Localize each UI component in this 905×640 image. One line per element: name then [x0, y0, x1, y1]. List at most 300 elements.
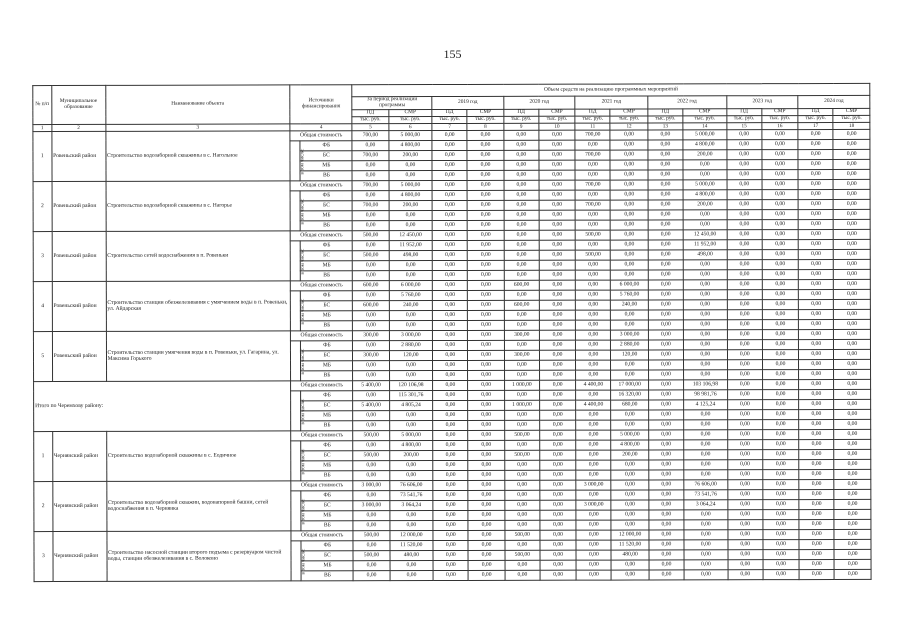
value-cell: 0,00	[576, 320, 611, 330]
object-name: Строительство водозаборной скважин, водонапорной башни, сетей водоснабжения в п. Чернянка	[106, 481, 291, 531]
value-cell: 0,00	[505, 490, 540, 500]
source-label: МБ	[301, 511, 353, 521]
value-cell: 0,00	[763, 479, 799, 489]
value-cell: 3 000,00	[353, 500, 389, 510]
value-cell: 0,00	[684, 530, 728, 540]
value-cell: 0,00	[648, 150, 683, 160]
value-cell: 0,00	[648, 260, 683, 270]
value-cell: 0,00	[648, 380, 683, 390]
value-cell: 0,00	[727, 269, 762, 279]
value-cell: 0,00	[834, 559, 871, 569]
value-cell: 0,00	[539, 260, 575, 270]
value-cell: 0,00	[610, 130, 647, 140]
value-cell: 0,00	[353, 570, 389, 580]
value-cell: 5 760,00	[389, 290, 433, 300]
value-cell: 0,00	[504, 190, 539, 200]
value-cell: 17 000,00	[611, 380, 648, 390]
value-cell: 0,00	[433, 500, 468, 510]
value-cell: 0,00	[799, 379, 834, 389]
value-cell: 0,00	[834, 479, 871, 489]
value-cell: 0,00	[389, 470, 433, 480]
value-cell: 73 541,76	[684, 490, 728, 500]
value-cell: 0,00	[834, 229, 871, 239]
value-cell: 0,00	[763, 569, 799, 579]
value-cell: 0,00	[834, 289, 871, 299]
column-number: 13	[648, 122, 683, 129]
value-cell: 0,00	[683, 160, 727, 170]
unit-header: тыс. руб.	[683, 115, 727, 122]
value-cell: 6 000,00	[389, 280, 433, 290]
value-cell: 0,00	[468, 200, 504, 210]
value-cell: 0,00	[727, 409, 762, 419]
pd-header: ПД	[798, 108, 833, 115]
value-cell: 0,00	[353, 410, 389, 420]
value-cell: 11 952,00	[683, 240, 727, 250]
value-cell: 0,00	[468, 240, 504, 250]
value-cell: 0,00	[539, 360, 575, 370]
value-cell: 0,00	[648, 160, 683, 170]
value-cell: 0,00	[834, 319, 871, 329]
value-cell: 0,00	[799, 399, 834, 409]
value-cell: 0,00	[468, 290, 504, 300]
value-cell: 5 000,00	[389, 130, 433, 140]
value-cell: 0,00	[727, 369, 762, 379]
value-cell: 0,00	[834, 429, 871, 439]
value-cell: 500,00	[505, 550, 540, 560]
value-cell: 0,00	[834, 219, 871, 229]
value-cell: 0,00	[648, 240, 683, 250]
value-cell: 0,00	[504, 220, 539, 230]
value-cell: 0,00	[353, 540, 389, 550]
value-cell: 0,00	[468, 480, 504, 490]
value-cell: 0,00	[649, 510, 684, 520]
unit-header: тыс. руб.	[432, 116, 467, 123]
unit-header: тыс. руб.	[798, 115, 833, 122]
value-cell: 0,00	[762, 369, 798, 379]
in-that-number-label	[290, 291, 306, 331]
value-cell: 0,00	[684, 370, 728, 380]
value-cell: 0,00	[468, 400, 504, 410]
value-cell: 3 000,00	[353, 480, 389, 490]
value-cell: 0,00	[648, 340, 683, 350]
value-cell: 0,00	[762, 199, 798, 209]
value-cell: 0,00	[648, 280, 683, 290]
value-cell: 4 800,00	[389, 440, 433, 450]
value-cell: 0,00	[468, 280, 504, 290]
value-cell: 0,00	[540, 560, 576, 570]
value-cell: 11 952,00	[389, 240, 433, 250]
in-that-number-text: в том числе:	[300, 248, 306, 275]
value-cell: 0,00	[834, 439, 871, 449]
value-cell: 700,00	[352, 200, 388, 210]
column-number: 3	[105, 124, 290, 132]
source-label: ФБ	[301, 391, 353, 401]
value-cell: 0,00	[798, 199, 833, 209]
value-cell: 0,00	[468, 330, 504, 340]
value-cell: 0,00	[683, 280, 727, 290]
value-cell: 0,00	[727, 419, 762, 429]
value-cell: 0,00	[432, 130, 467, 140]
smr-header: СМР	[388, 109, 432, 116]
value-cell: 0,00	[611, 210, 648, 220]
value-cell: 0,00	[432, 180, 467, 190]
value-cell: 0,00	[433, 430, 468, 440]
in-that-number-text: в том числе:	[300, 298, 306, 325]
source-label: МБ	[301, 361, 353, 371]
value-cell: 0,00	[432, 260, 467, 270]
value-cell: 0,00	[763, 539, 799, 549]
value-cell: 600,00	[504, 280, 539, 290]
value-cell: 0,00	[683, 210, 727, 220]
value-cell: 4 805,24	[389, 400, 433, 410]
value-cell: 0,00	[468, 250, 504, 260]
value-cell: 5 400,00	[353, 380, 389, 390]
value-cell: 0,00	[540, 510, 576, 520]
value-cell: 0,00	[834, 209, 871, 219]
value-cell: 0,00	[727, 239, 762, 249]
value-cell: 0,00	[799, 439, 834, 449]
value-cell: 0,00	[468, 510, 504, 520]
source-label: БС	[301, 201, 353, 211]
value-cell: 0,00	[834, 369, 871, 379]
value-cell: 3 000,00	[611, 330, 648, 340]
value-cell: 0,00	[433, 350, 468, 360]
smr-header: СМР	[833, 108, 870, 115]
municipality: Ровеньский район	[52, 231, 106, 281]
value-cell: 1 000,00	[504, 400, 539, 410]
unit-header: тыс. руб.	[762, 115, 798, 122]
value-cell: 0,00	[798, 299, 833, 309]
column-number: 18	[833, 122, 870, 129]
value-cell: 0,00	[684, 440, 728, 450]
value-cell: 0,00	[799, 459, 834, 469]
value-cell: 0,00	[576, 430, 611, 440]
in-that-number-label	[291, 341, 307, 381]
value-cell: 0,00	[539, 270, 575, 280]
value-cell: 0,00	[762, 249, 798, 259]
value-cell: 0,00	[576, 420, 611, 430]
value-cell: 0,00	[649, 530, 684, 540]
value-cell: 0,00	[389, 160, 433, 170]
value-cell: 0,00	[727, 189, 762, 199]
in-that-number-label	[290, 191, 306, 231]
pd-header: ПД	[575, 109, 610, 116]
value-cell: 0,00	[762, 179, 798, 189]
col-num-header: № п/п	[33, 86, 52, 125]
column-number: 17	[798, 122, 833, 129]
object-name: Строительство станции умягчения воды в п. Ровеньки, ул. Гагарина, ул. Максима Горького	[106, 331, 291, 381]
value-cell: 0,00	[727, 129, 762, 139]
value-cell: 0,00	[504, 420, 539, 430]
value-cell: 0,00	[468, 520, 504, 530]
value-cell: 0,00	[539, 230, 575, 240]
value-cell: 200,00	[389, 200, 433, 210]
value-cell: 0,00	[540, 410, 576, 420]
unit-header: тыс. руб.	[726, 115, 761, 122]
value-cell: 0,00	[683, 300, 727, 310]
value-cell: 700,00	[575, 200, 610, 210]
value-cell: 0,00	[576, 280, 611, 290]
value-cell: 0,00	[353, 440, 389, 450]
value-cell: 0,00	[505, 510, 540, 520]
municipality: Ровеньский район	[52, 281, 106, 331]
value-cell: 103 106,98	[684, 380, 728, 390]
value-cell: 0,00	[433, 560, 468, 570]
value-cell: 0,00	[432, 140, 467, 150]
value-cell: 0,00	[504, 250, 539, 260]
value-cell: 0,00	[799, 509, 834, 519]
value-cell: 120,00	[611, 350, 648, 360]
value-cell: 0,00	[762, 219, 798, 229]
value-cell: 500,00	[575, 250, 610, 260]
value-cell: 0,00	[433, 460, 468, 470]
value-cell: 300,00	[353, 330, 389, 340]
row-number: 2	[33, 181, 52, 231]
unit-header: тыс. руб.	[352, 116, 388, 123]
row-number: 1	[34, 431, 53, 481]
value-cell: 0,00	[389, 170, 433, 180]
value-cell: 0,00	[834, 449, 871, 459]
value-cell: 0,00	[352, 210, 388, 220]
value-cell: 0,00	[762, 399, 798, 409]
value-cell: 0,00	[834, 279, 871, 289]
value-cell: 0,00	[834, 419, 871, 429]
value-cell: 0,00	[833, 179, 870, 189]
value-cell: 0,00	[833, 149, 870, 159]
value-cell: 0,00	[389, 220, 433, 230]
value-cell: 0,00	[799, 359, 834, 369]
value-cell: 0,00	[648, 180, 683, 190]
unit-header: тыс. руб.	[504, 116, 539, 123]
source-label: ВБ	[301, 521, 353, 531]
value-cell: 0,00	[798, 239, 833, 249]
value-cell: 0,00	[468, 450, 504, 460]
value-cell: 600,00	[504, 300, 539, 310]
value-cell: 0,00	[611, 310, 648, 320]
value-cell: 0,00	[649, 520, 684, 530]
value-cell: 0,00	[611, 480, 648, 490]
subtotal-title: Итого по Черемхову району:	[34, 381, 291, 432]
value-cell: 0,00	[504, 360, 539, 370]
value-cell: 4 800,00	[389, 140, 433, 150]
source-label: ВБ	[301, 321, 353, 331]
value-cell: 0,00	[728, 549, 763, 559]
value-cell: 0,00	[727, 399, 762, 409]
value-cell: 0,00	[648, 250, 683, 260]
value-cell: 0,00	[648, 420, 683, 430]
source-label: МБ	[301, 311, 353, 321]
value-cell: 0,00	[576, 270, 611, 280]
value-cell: 500,00	[353, 450, 389, 460]
object-name: Строительство водозаборной скважины в с. Нагорье	[106, 181, 291, 231]
value-cell: 0,00	[763, 499, 799, 509]
value-cell: 0,00	[648, 210, 683, 220]
value-cell: 0,00	[468, 430, 504, 440]
value-cell: 0,00	[648, 320, 683, 330]
value-cell: 0,00	[684, 550, 728, 560]
value-cell: 0,00	[762, 389, 798, 399]
value-cell: 600,00	[353, 300, 389, 310]
value-cell: 0,00	[834, 519, 871, 529]
value-cell: 0,00	[353, 260, 389, 270]
value-cell: 240,00	[611, 300, 648, 310]
value-cell: 0,00	[798, 279, 833, 289]
value-cell: 4 800,00	[683, 140, 727, 150]
value-cell: 0,00	[353, 320, 389, 330]
value-cell: 5 000,00	[389, 430, 433, 440]
value-cell: 0,00	[834, 569, 871, 579]
value-cell: 0,00	[576, 520, 611, 530]
value-cell: 0,00	[353, 360, 389, 370]
in-that-number-text: в том числе:	[301, 348, 307, 375]
year-header: 2022 год	[648, 96, 727, 109]
value-cell: 0,00	[539, 350, 575, 360]
document-sheet	[32, 83, 871, 633]
smr-header: СМР	[610, 109, 647, 116]
value-cell: 0,00	[539, 280, 575, 290]
value-cell: 0,00	[539, 160, 575, 170]
value-cell: 700,00	[575, 150, 610, 160]
value-cell: 0,00	[468, 220, 504, 230]
value-cell: 12 450,00	[683, 230, 727, 240]
value-cell: 0,00	[539, 210, 575, 220]
value-cell: 0,00	[727, 499, 762, 509]
source-label: ФБ	[301, 241, 353, 251]
value-cell: 0,00	[576, 390, 611, 400]
value-cell: 0,00	[683, 170, 727, 180]
value-cell: 0,00	[648, 130, 683, 140]
source-label: МБ	[301, 461, 353, 471]
value-cell: 0,00	[468, 310, 504, 320]
value-cell: 0,00	[799, 469, 834, 479]
value-cell: 500,00	[504, 430, 539, 440]
value-cell: 500,00	[353, 530, 389, 540]
value-cell: 0,00	[762, 279, 798, 289]
value-cell: 0,00	[432, 290, 467, 300]
value-cell: 0,00	[433, 390, 468, 400]
in-that-number-text: в том числе:	[301, 448, 307, 475]
value-cell: 0,00	[648, 170, 683, 180]
value-cell: 0,00	[727, 289, 762, 299]
value-cell: 0,00	[576, 300, 611, 310]
total-cost-label: Общая стоимость	[290, 281, 352, 291]
value-cell: 12 000,00	[611, 530, 648, 540]
value-cell: 680,00	[611, 400, 648, 410]
value-cell: 5 400,00	[353, 400, 389, 410]
value-cell: 0,00	[728, 529, 763, 539]
value-cell: 120,00	[389, 350, 433, 360]
value-cell: 0,00	[649, 470, 684, 480]
source-label: МБ	[301, 211, 353, 221]
value-cell: 0,00	[611, 460, 648, 470]
total-cost-label: Общая стоимость	[291, 331, 353, 341]
in-that-number-text: в том числе:	[300, 198, 306, 225]
value-cell: 0,00	[611, 510, 648, 520]
value-cell: 480,00	[611, 550, 648, 560]
value-cell: 0,00	[611, 500, 648, 510]
value-cell: 0,00	[833, 169, 870, 179]
value-cell: 0,00	[611, 420, 648, 430]
value-cell: 0,00	[432, 230, 467, 240]
value-cell: 500,00	[575, 230, 610, 240]
value-cell: 0,00	[540, 400, 576, 410]
value-cell: 0,00	[762, 159, 798, 169]
unit-header: тыс. руб.	[467, 116, 503, 123]
value-cell: 0,00	[504, 470, 539, 480]
value-cell: 0,00	[727, 379, 762, 389]
value-cell: 0,00	[799, 499, 834, 509]
value-cell: 0,00	[834, 529, 871, 539]
value-cell: 0,00	[505, 480, 540, 490]
value-cell: 0,00	[352, 190, 388, 200]
value-cell: 0,00	[504, 170, 539, 180]
value-cell: 200,00	[389, 450, 433, 460]
in-that-number-text: в том числе:	[300, 148, 306, 175]
value-cell: 0,00	[648, 350, 683, 360]
value-cell: 0,00	[611, 220, 648, 230]
value-cell: 0,00	[727, 249, 762, 259]
value-cell: 0,00	[649, 450, 684, 460]
value-cell: 0,00	[648, 330, 683, 340]
value-cell: 0,00	[611, 260, 648, 270]
value-cell: 0,00	[611, 360, 648, 370]
value-cell: 0,00	[727, 339, 762, 349]
value-cell: 0,00	[799, 349, 834, 359]
unit-header: тыс. руб.	[388, 116, 432, 123]
value-cell: 0,00	[649, 480, 684, 490]
value-cell: 0,00	[504, 210, 539, 220]
value-cell: 0,00	[798, 219, 833, 229]
value-cell: 0,00	[467, 130, 503, 140]
value-cell: 0,00	[433, 410, 468, 420]
value-cell: 600,00	[353, 280, 389, 290]
value-cell: 0,00	[468, 380, 504, 390]
unit-header: тыс. руб.	[610, 116, 647, 123]
value-cell: 0,00	[353, 370, 389, 380]
value-cell: 0,00	[353, 520, 389, 530]
value-cell: 0,00	[798, 289, 833, 299]
value-cell: 0,00	[505, 540, 540, 550]
value-cell: 0,00	[762, 379, 798, 389]
unit-header: тыс. руб.	[833, 115, 870, 122]
value-cell: 0,00	[352, 220, 388, 230]
value-cell: 0,00	[433, 510, 468, 520]
value-cell: 0,00	[540, 440, 576, 450]
source-label: ФБ	[301, 341, 353, 351]
value-cell: 0,00	[390, 560, 434, 570]
value-cell: 0,00	[834, 409, 871, 419]
value-cell: 0,00	[504, 340, 539, 350]
total-cost-label: Общая стоимость	[290, 181, 352, 191]
value-cell: 0,00	[799, 339, 834, 349]
pd-header: ПД	[648, 108, 683, 115]
value-cell: 0,00	[799, 479, 834, 489]
value-cell: 0,00	[467, 170, 503, 180]
value-cell: 0,00	[684, 520, 728, 530]
column-number: 9	[504, 123, 539, 130]
value-cell: 0,00	[468, 470, 504, 480]
value-cell: 0,00	[539, 290, 575, 300]
value-cell: 0,00	[468, 320, 504, 330]
value-cell: 0,00	[611, 180, 648, 190]
total-cost-label: Общая стоимость	[291, 481, 353, 491]
value-cell: 0,00	[727, 319, 762, 329]
value-cell: 0,00	[468, 440, 504, 450]
value-cell: 0,00	[684, 360, 728, 370]
value-cell: 0,00	[763, 489, 799, 499]
column-number: 12	[610, 123, 647, 130]
value-cell: 0,00	[539, 300, 575, 310]
